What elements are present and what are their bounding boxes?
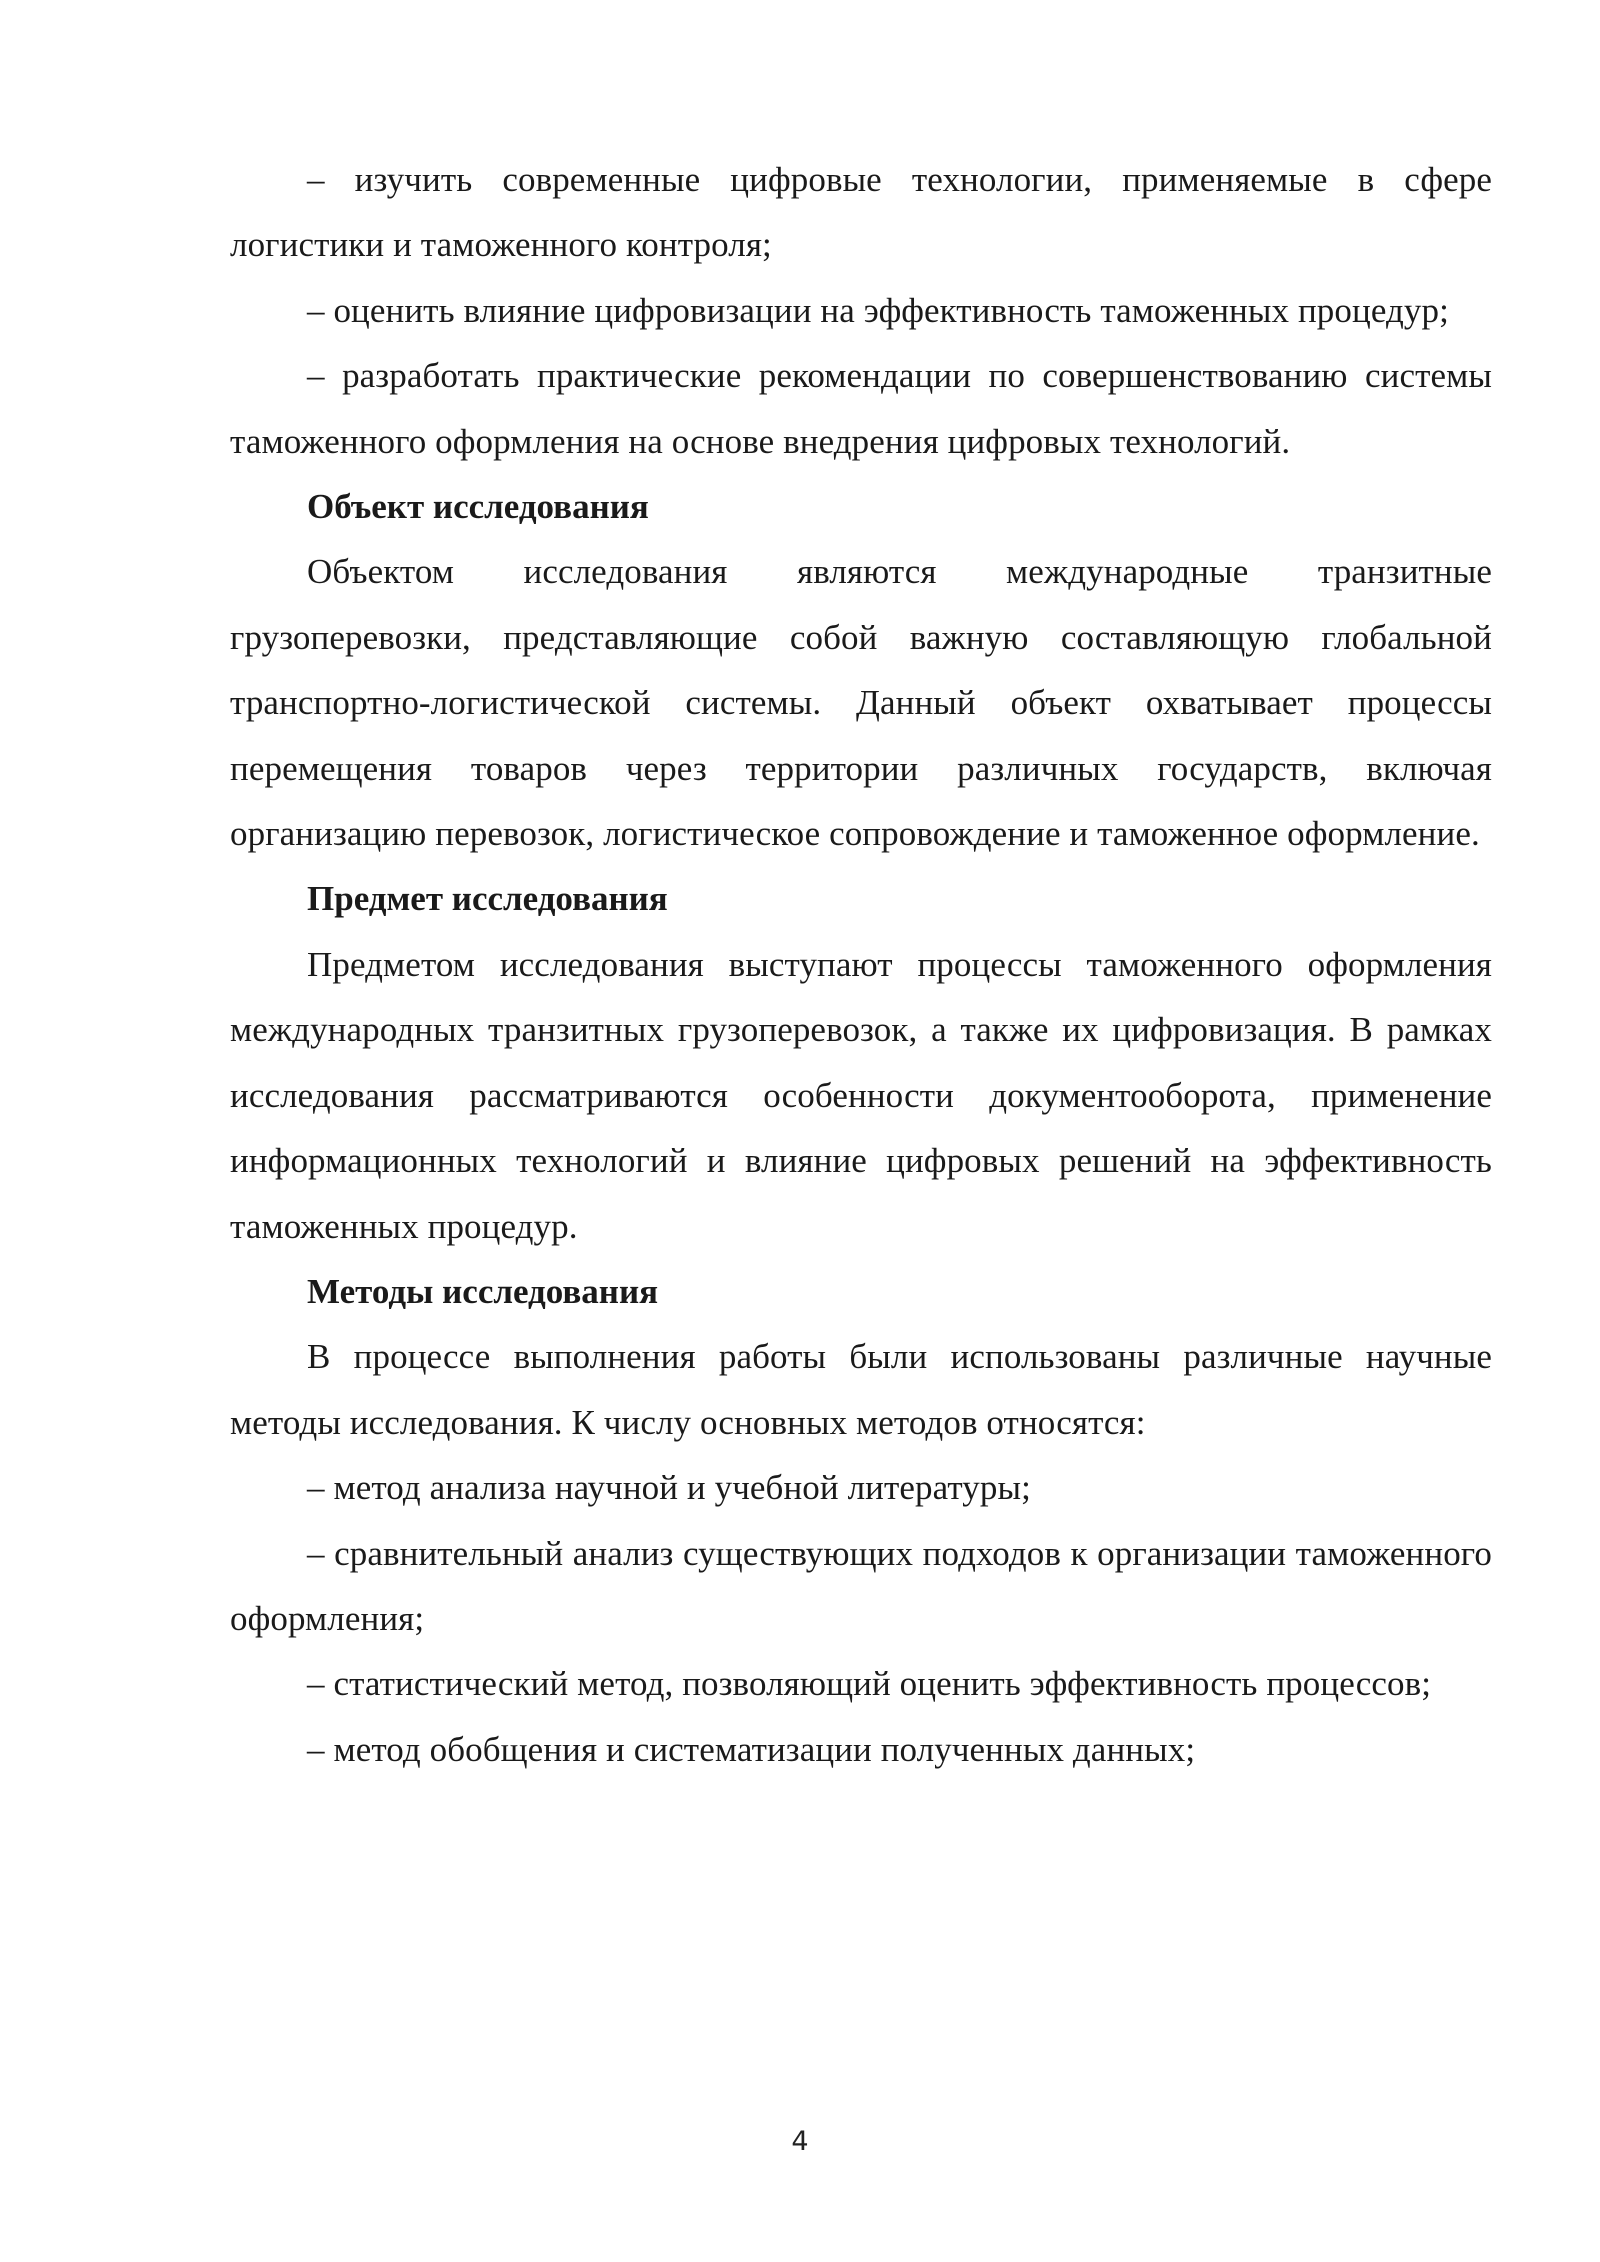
- section-heading-subject: Предмет исследования: [307, 879, 668, 919]
- list-item-study-technologies: – изучить современные цифровые технологии, применяемые в сфере логистики и таможенного контроля;: [230, 160, 1492, 265]
- list-item-develop-recommendations: – разработать практические рекомендации по совершенствованию системы таможенного оформления на основе внедрения цифровых технологий.: [230, 356, 1492, 461]
- list-item-statistical-method: – статистический метод, позволяющий оценить эффективность процессов;: [307, 1664, 1432, 1704]
- page-number: 4: [791, 2126, 809, 2157]
- page-body: [230, 147, 1492, 1782]
- paragraph-subject: Предметом исследования выступают процессы таможенного оформления международных транзитных грузоперевозок, а также их цифровизация. В рамках исследования рассматриваются особенности документооборота, применение информационных технологий и влияние цифровых решений на эффективность таможенных процедур.: [230, 944, 1492, 1246]
- list-item-literature-analysis: – метод анализа научной и учебной литературы;: [307, 1468, 1031, 1508]
- section-heading-methods: Методы исследования: [307, 1271, 659, 1311]
- list-item-generalization-method: – метод обобщения и систематизации полученных данных;: [307, 1729, 1196, 1769]
- list-item-assess-influence: – оценить влияние цифровизации на эффективность таможенных процедур;: [307, 290, 1449, 330]
- list-item-comparative-analysis: – сравнительный анализ существующих подходов к организации таможенного оформления;: [230, 1533, 1492, 1638]
- section-heading-object: Объект исследования: [307, 487, 649, 527]
- paragraph-object: Объектом исследования являются международные транзитные грузоперевозки, представляющие собой важную составляющую глобальной транспортно-логистической системы. Данный объект охватывает процессы перемещения товаров через территории различных государств, включая организацию перевозок, логистическое сопровождение и таможенное оформление.: [230, 552, 1492, 854]
- paragraph-methods-intro: В процессе выполнения работы были использованы различные научные методы исследования. К числу основных методов относятся:: [230, 1337, 1492, 1442]
